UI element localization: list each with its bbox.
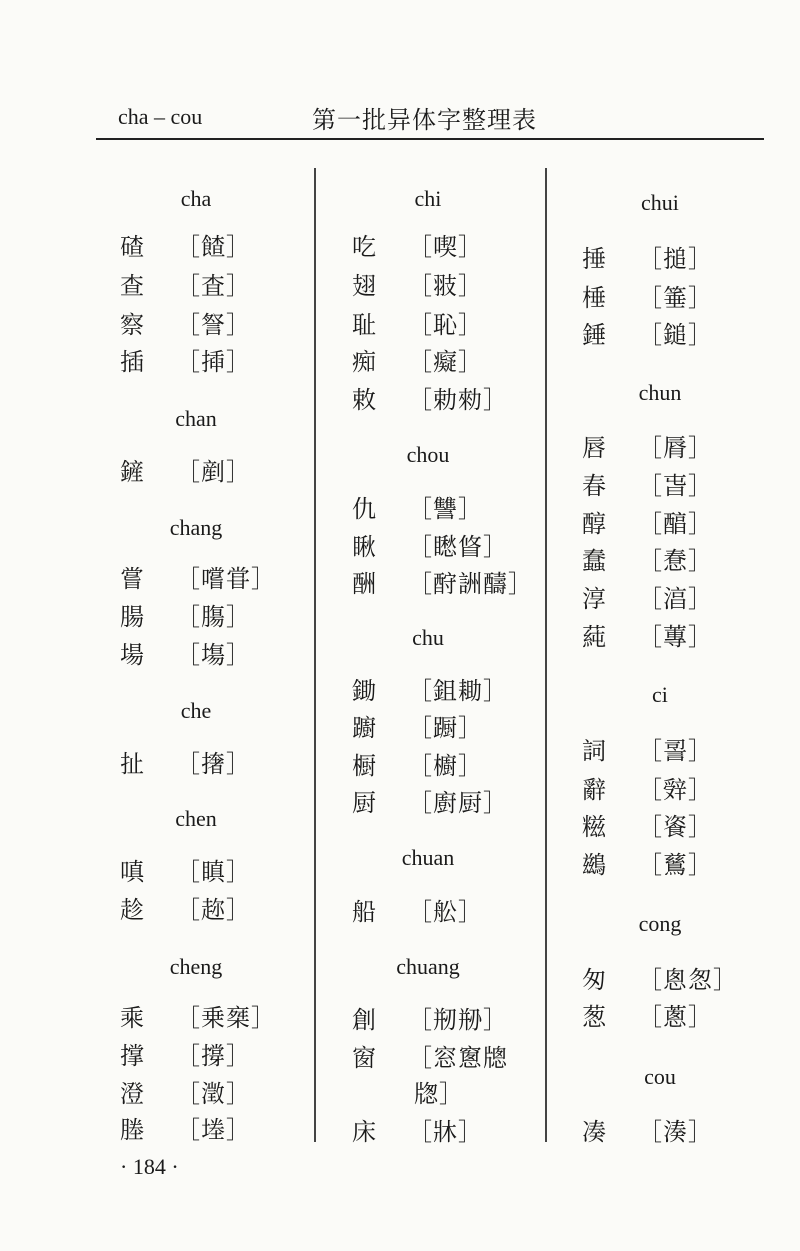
standard-character: 查 — [120, 272, 144, 300]
character-entry — [352, 386, 508, 414]
character-entry — [120, 641, 251, 669]
variant-characters: ［膓］ — [176, 603, 251, 631]
character-entry — [352, 789, 508, 817]
standard-character: 凑 — [582, 1118, 606, 1146]
variant-characters: ［堘］ — [176, 1116, 251, 1144]
variant-characters: ［脣］ — [638, 434, 713, 462]
variant-characters: ［詧］ — [176, 311, 251, 339]
variant-characters: ［乗椉］ — [176, 1004, 276, 1032]
variant-characters: ［澂］ — [176, 1080, 251, 1108]
standard-character: 仇 — [352, 495, 376, 523]
character-entry — [582, 813, 713, 841]
standard-character: 趁 — [120, 896, 144, 924]
variant-characters: ［櫥］ — [408, 752, 483, 780]
character-entry — [582, 245, 713, 273]
standard-character: 錘 — [582, 321, 606, 349]
character-entry — [582, 547, 713, 575]
variant-characters: ［剷］ — [176, 458, 251, 486]
variant-characters: ［牀］ — [408, 1118, 483, 1146]
pinyin-heading: chuan — [401, 845, 455, 870]
variant-characters: ［蓴］ — [638, 623, 713, 651]
variant-characters: ［矁䀺］ — [408, 533, 508, 561]
variant-characters: ［勅勑］ — [408, 386, 508, 414]
pinyin-heading: chuang — [396, 954, 460, 979]
standard-character: 鋤 — [352, 677, 376, 705]
standard-character: 酬 — [352, 570, 376, 598]
character-entry — [120, 1080, 251, 1108]
character-entry — [352, 752, 483, 780]
standard-character: 插 — [120, 348, 144, 376]
pinyin-heading: chou — [406, 442, 450, 467]
character-entry — [582, 510, 713, 538]
variant-characters: ［箠］ — [638, 284, 713, 312]
standard-character: 詞 — [582, 737, 606, 765]
variant-characters: ［翄］ — [408, 272, 483, 300]
standard-character: 吃 — [352, 233, 376, 261]
variant-characters: ［恥］ — [408, 311, 483, 339]
variant-characters: ［査］ — [176, 272, 251, 300]
character-entry — [352, 1006, 508, 1034]
standard-character: 躕 — [352, 714, 376, 742]
character-entry — [582, 472, 713, 500]
page-title: 第一批异体字整理表 — [312, 106, 537, 134]
character-entry — [582, 776, 713, 804]
standard-character: 場 — [120, 641, 144, 669]
character-entry — [120, 858, 251, 886]
character-entry — [582, 321, 713, 349]
character-entry — [120, 233, 251, 261]
character-entry — [120, 896, 251, 924]
pinyin-heading: chang — [169, 515, 223, 540]
standard-character: 痴 — [352, 348, 376, 376]
standard-character: 扯 — [120, 750, 144, 778]
standard-character: 床 — [352, 1118, 376, 1146]
variant-characters: ［旾］ — [638, 472, 713, 500]
variant-characters: ［塲］ — [176, 641, 251, 669]
header-range: cha – cou — [118, 104, 203, 129]
standard-character: 澄 — [120, 1080, 144, 1108]
character-entry — [582, 623, 713, 651]
standard-character: 船 — [352, 898, 376, 926]
variant-characters: ［惷］ — [638, 547, 713, 575]
character-entry — [120, 458, 251, 486]
variant-characters: ［癡］ — [408, 348, 483, 376]
character-entry — [352, 311, 483, 339]
character-entry — [582, 585, 713, 613]
standard-character: 蠢 — [582, 547, 606, 575]
pinyin-heading: cheng — [169, 954, 223, 979]
standard-character: 糍 — [582, 813, 606, 841]
variant-characters: ［蔥］ — [638, 1003, 713, 1031]
pinyin-heading: cou — [644, 1064, 676, 1089]
character-entry — [352, 495, 483, 523]
character-entry — [352, 898, 483, 926]
character-entry — [352, 272, 483, 300]
variant-characters: ［鉏耡］ — [408, 677, 508, 705]
character-entry — [582, 434, 713, 462]
character-entry — [352, 233, 483, 261]
column-divider-2 — [545, 168, 547, 1142]
standard-character: 碴 — [120, 233, 144, 261]
standard-character: 棰 — [582, 284, 606, 312]
variant-characters: ［剏剙］ — [408, 1006, 508, 1034]
pinyin-heading: cong — [638, 911, 682, 936]
pinyin-heading: chen — [175, 806, 217, 831]
character-entry — [120, 272, 251, 300]
variant-characters: ［酧詶醻］ — [408, 570, 533, 598]
variant-characters: ［嚐甞］ — [176, 565, 276, 593]
character-entry — [352, 1118, 483, 1146]
variant-characters: ［醕］ — [638, 510, 713, 538]
pinyin-heading: che — [180, 698, 212, 723]
standard-character: 鏟 — [120, 458, 144, 486]
standard-character: 乘 — [120, 1004, 144, 1032]
variant-characters: ［讐］ — [408, 495, 483, 523]
standard-character: 察 — [120, 311, 144, 339]
standard-character: 嗔 — [120, 858, 144, 886]
character-entry — [120, 311, 251, 339]
standard-character: 葱 — [582, 1003, 606, 1031]
standard-character: 厨 — [352, 789, 376, 817]
character-entry — [120, 603, 251, 631]
variant-characters: ［蹰］ — [408, 714, 483, 742]
variant-characters: ［鎚］ — [638, 321, 713, 349]
variant-characters: ［搥］ — [638, 245, 713, 273]
character-entry — [352, 570, 533, 598]
pinyin-heading: cha — [180, 186, 212, 211]
character-entry — [120, 1116, 251, 1144]
column-divider-1 — [314, 168, 316, 1142]
character-entry — [582, 966, 738, 994]
variant-characters: ［瞋］ — [176, 858, 251, 886]
standard-character: 匆 — [582, 966, 606, 994]
standard-character: 蒓 — [582, 623, 606, 651]
variant-characters: ［餷］ — [176, 233, 251, 261]
standard-character: 撑 — [120, 1042, 144, 1070]
pinyin-heading: ci — [652, 682, 668, 707]
standard-character: 腸 — [120, 603, 144, 631]
variant-characters: ［喫］ — [408, 233, 483, 261]
variant-characters: ［悤怱］ — [638, 966, 738, 994]
variant-characters: ［辤］ — [638, 776, 713, 804]
variant-characters: ［餈］ — [638, 813, 713, 841]
standard-character: 耻 — [352, 311, 376, 339]
character-entry — [582, 284, 713, 312]
standard-character: 窗 — [352, 1044, 376, 1072]
variant-characters-continuation: 牎］ — [414, 1080, 464, 1108]
character-entry — [352, 677, 508, 705]
pinyin-heading: chun — [638, 380, 682, 405]
standard-character: 辭 — [582, 776, 606, 804]
variant-characters: ［撦］ — [176, 750, 251, 778]
standard-character: 嘗 — [120, 565, 144, 593]
pinyin-heading: chan — [175, 406, 217, 431]
pinyin-heading: chui — [641, 190, 679, 215]
pinyin-heading: chu — [412, 625, 444, 650]
variant-characters: ［揷］ — [176, 348, 251, 376]
character-entry — [120, 1042, 251, 1070]
standard-character: 鷀 — [582, 851, 606, 879]
variant-characters: ［䛐］ — [638, 737, 713, 765]
character-entry — [582, 851, 713, 879]
variant-characters: ［鶿］ — [638, 851, 713, 879]
variant-characters: ［窓窻牕 — [408, 1044, 508, 1072]
standard-character: 捶 — [582, 245, 606, 273]
standard-character: 瞅 — [352, 533, 376, 561]
standard-character: 唇 — [582, 434, 606, 462]
character-entry — [120, 348, 251, 376]
standard-character: 淳 — [582, 585, 606, 613]
character-entry — [352, 348, 483, 376]
character-entry — [582, 737, 713, 765]
variant-characters: ［舩］ — [408, 898, 483, 926]
standard-character: 醇 — [582, 510, 606, 538]
standard-character: 塍 — [120, 1116, 144, 1144]
standard-character: 橱 — [352, 752, 376, 780]
character-entry — [352, 533, 508, 561]
variant-characters: ［撐］ — [176, 1042, 251, 1070]
page-number: · 184 · — [120, 1154, 179, 1179]
standard-character: 敕 — [352, 386, 376, 414]
character-entry — [120, 750, 251, 778]
variant-characters: ［廚厨］ — [408, 789, 508, 817]
character-entry — [120, 1004, 276, 1032]
variant-characters: ［湻］ — [638, 585, 713, 613]
character-entry — [582, 1003, 713, 1031]
character-entry — [582, 1118, 713, 1146]
character-entry — [352, 1044, 508, 1108]
standard-character: 創 — [352, 1006, 376, 1034]
standard-character: 翅 — [352, 272, 376, 300]
variant-characters: ［趂］ — [176, 896, 251, 924]
character-entry — [352, 714, 483, 742]
standard-character: 春 — [582, 472, 606, 500]
character-entry — [120, 565, 276, 593]
pinyin-heading: chi — [414, 186, 442, 211]
variant-characters: ［湊］ — [638, 1118, 713, 1146]
